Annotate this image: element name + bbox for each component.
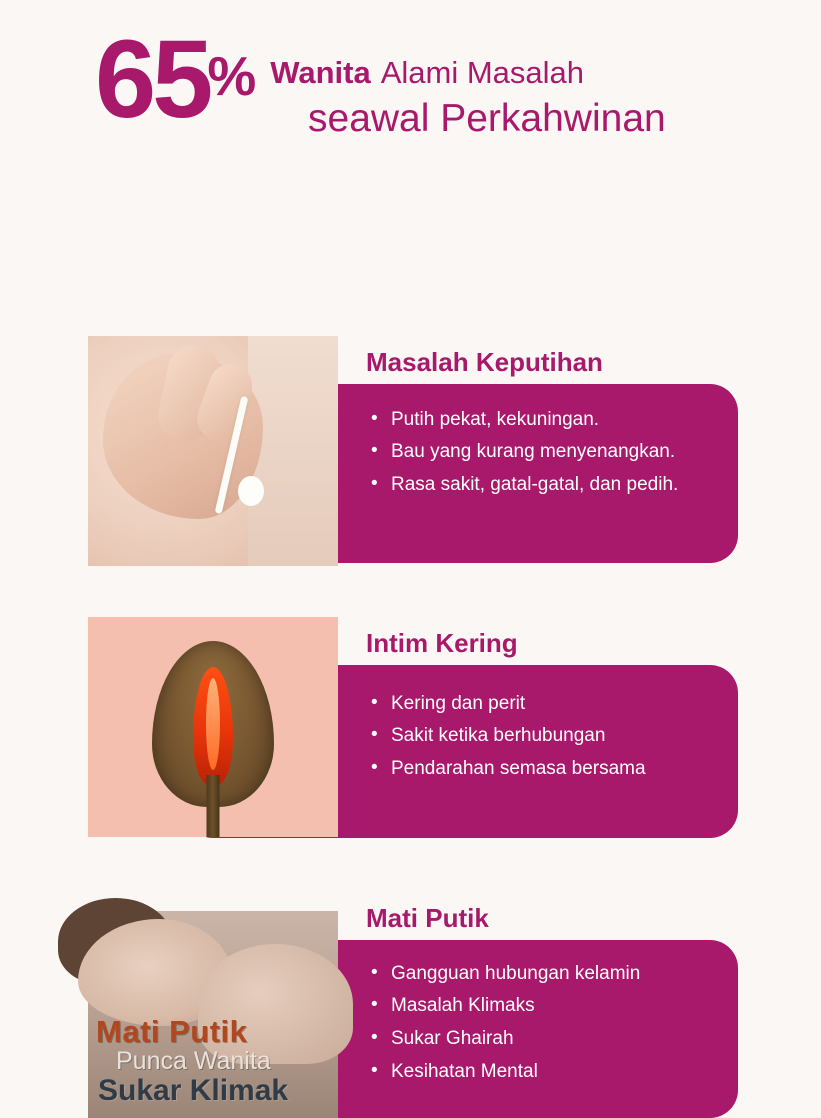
- poster-line-3: Sukar Klimak: [98, 1074, 289, 1108]
- list-item: • Gangguan hubungan kelamin: [371, 958, 738, 991]
- list-item: • Rasa sakit, gatal-gatal, dan pedih.: [371, 469, 738, 502]
- list-item: • Sakit ketika berhubungan: [371, 720, 738, 753]
- section-image-mati-putik: [88, 911, 338, 1118]
- list-item: • Masalah Klimaks: [371, 990, 738, 1023]
- poster-line-2: Punca Wanita: [116, 1047, 271, 1076]
- section-title: Masalah Keputihan: [366, 346, 603, 377]
- list-item: • Kesihatan Mental: [371, 1056, 738, 1089]
- poster-illustration: [88, 911, 338, 1118]
- section-image-keputihan: [88, 336, 338, 566]
- list-item: • Bau yang kurang menyenangkan.: [371, 436, 738, 469]
- list-item: • Kering dan perit: [371, 688, 738, 721]
- flower-bud-illustration: [88, 617, 338, 837]
- stat-percent-symbol: %: [207, 45, 255, 107]
- list-item: • Putih pekat, kekuningan.: [371, 404, 738, 437]
- section-image-intim-kering: [88, 617, 338, 837]
- headline-bold-word: Wanita: [270, 55, 371, 90]
- list-item: • Pendarahan semasa bersama: [371, 753, 738, 786]
- section-title: Mati Putik: [366, 902, 489, 933]
- section-title: Intim Kering: [366, 627, 518, 658]
- poster-line-1: Mati Putik: [96, 1014, 248, 1049]
- headline-regular-rest: Alami Masalah: [380, 55, 585, 90]
- bullet-list: [371, 404, 738, 502]
- stat-number: 65: [95, 18, 210, 141]
- bullet-list: [371, 958, 738, 1089]
- hand-swab-illustration: [88, 336, 338, 566]
- header: [0, 0, 821, 141]
- list-item: • Sukar Ghairah: [371, 1023, 738, 1056]
- bullet-list: [371, 688, 738, 786]
- headline-secondary: seawal Perkahwinan: [308, 96, 666, 140]
